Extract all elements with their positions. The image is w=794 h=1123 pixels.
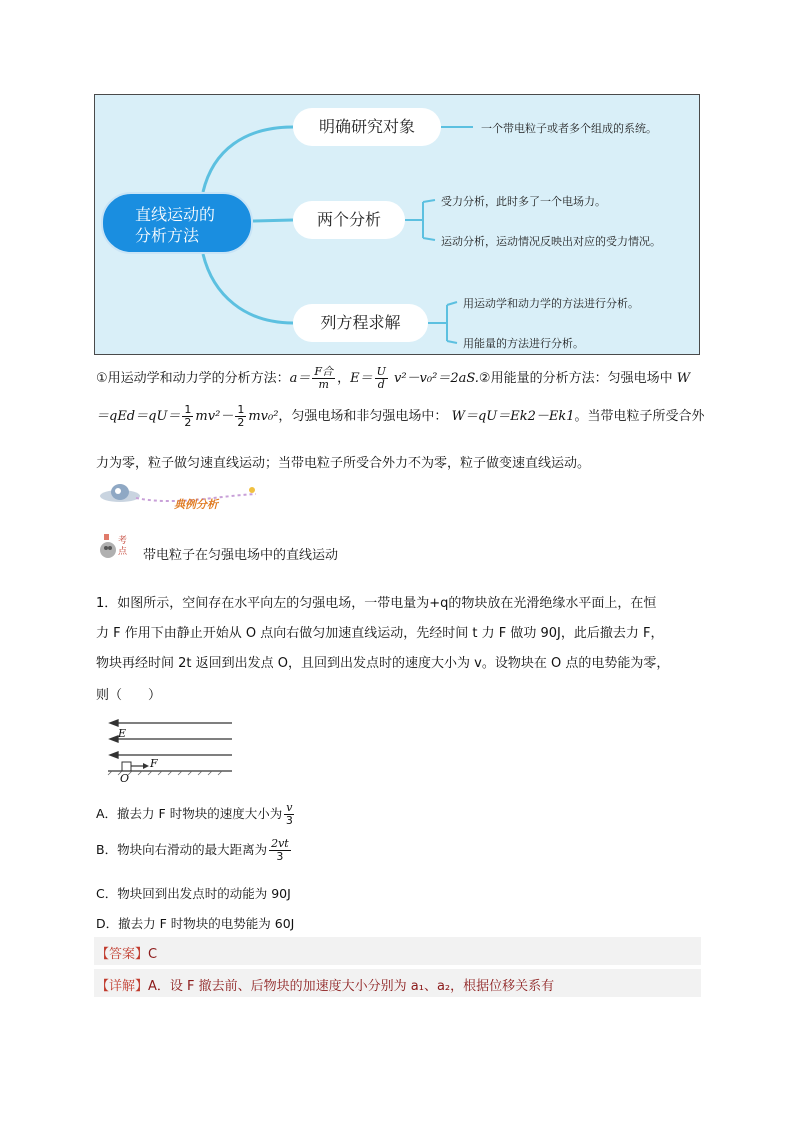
label-o: O: [120, 772, 130, 785]
fraction-a: $\frac{\text{F合}}{m}$: [314, 365, 334, 391]
connector-branch-2: [253, 220, 293, 221]
detail-text: A．设 F 撤去前、后物块的加速度大小分别为 a₁、a₂，根据位移关系有: [148, 979, 555, 994]
question-line-2: 力 F 作用下由静止开始从 O 点向右做匀加速直线运动，先经时间 t 力 F 做功 90J，此后撤去力 F，: [96, 626, 664, 641]
leaf-2-1: 受力分析，此时多了一个电场力。: [441, 195, 606, 208]
connector-branch-3: [203, 254, 293, 323]
branch-1-pill: [293, 108, 441, 146]
leaf-3-2: 用能量的方法进行分析。: [463, 337, 584, 350]
answer-value: C: [148, 947, 158, 962]
branch-2-pill: [293, 201, 405, 239]
kaodian-icon: [96, 530, 136, 570]
detail-line: [96, 975, 554, 994]
option-b: B．物块向右滑动的最大距离为 $\frac{2vt}{3}$: [96, 837, 289, 863]
fraction-half-1: $\frac{1}{2}$: [184, 403, 192, 429]
fraction-e: $\frac{U}{d}$: [376, 365, 386, 391]
question-line-4: 则（ ）: [96, 688, 162, 703]
connector-branch-1: [203, 127, 293, 192]
banner-text: 典例分析: [174, 498, 218, 511]
branch-3-pill: [293, 304, 428, 342]
branch-1-label: 明确研究对象: [318, 117, 415, 136]
label-f: F: [150, 757, 158, 770]
leaf-3-1: 用运动学和动力学的方法进行分析。: [463, 297, 639, 310]
fraction-option-a: $\frac{v}{3}$: [285, 801, 293, 827]
root-line-2: 分析方法: [135, 226, 200, 245]
leaf-2-2: 运动分析，运动情况反映出对应的受力情况。: [441, 235, 661, 248]
detail-tag: 【详解】: [96, 979, 149, 994]
kaodian-badge: [96, 530, 136, 570]
answer-bar: [94, 937, 701, 965]
connector-leaf-2: [405, 200, 435, 240]
field-figure: [104, 715, 239, 785]
summary-line-2: ＝qEd＝qU＝ $\frac{1}{2}$ mv²－ $\frac{1}{2}$ mv₀²，匀强电场和非匀强电场中： W＝qU＝Ek2－Ek1。当带电粒子所受合外: [96, 403, 705, 429]
option-d: D．撤去力 F 时物块的电势能为 60J: [96, 916, 295, 931]
branch-3-label: 列方程求解: [320, 313, 401, 332]
summary-line-1: ①用运动学和动力学的分析方法：a＝ $\frac{\text{F合}}{m}$ ，E＝ $\frac{U}{d}$ v²－v₀²＝2aS.②用能量的分析方法：匀强电场中 W: [96, 365, 691, 391]
root-line-1: 直线运动的: [135, 205, 216, 224]
question-line-3: 物块再经时间 2t 返回到出发点 O，且回到出发点时的速度大小为 v。设物块在 O 点的电势能为零，: [96, 656, 670, 671]
leaf-1-1: 一个带电粒子或者多个组成的系统。: [481, 122, 657, 135]
kaodian-title: 带电粒子在匀强电场中的直线运动: [143, 548, 339, 563]
option-c: C．物块回到出发点时的动能为 90J: [96, 886, 291, 901]
fraction-option-b: $\frac{2vt}{3}$: [271, 837, 289, 863]
option-a: A．撤去力 F 时物块的速度大小为 $\frac{v}{3}$: [96, 801, 293, 827]
mindmap: [94, 94, 700, 355]
label-e: E: [118, 727, 127, 740]
branch-2-label: 两个分析: [316, 210, 381, 229]
fraction-half-2: $\frac{1}{2}$: [237, 403, 245, 429]
answer-line: [96, 943, 157, 962]
answer-tag: 【答案】: [96, 947, 149, 962]
block-shape: [122, 762, 131, 771]
kaodian-icon-text: 考点: [118, 536, 128, 557]
question-line-1: 1．如图所示，空间存在水平向左的匀强电场，一带电量为+q的物块放在光滑绝缘水平面上，在恒: [96, 596, 657, 611]
mindmap-root: [101, 192, 253, 254]
detail-bar: [94, 969, 701, 997]
connector-leaf-3: [428, 302, 457, 343]
example-analysis-banner: [96, 478, 266, 518]
summary-line-3: 力为零，粒子做匀速直线运动；当带电粒子所受合外力不为零，粒子做变速直线运动。: [96, 456, 591, 471]
